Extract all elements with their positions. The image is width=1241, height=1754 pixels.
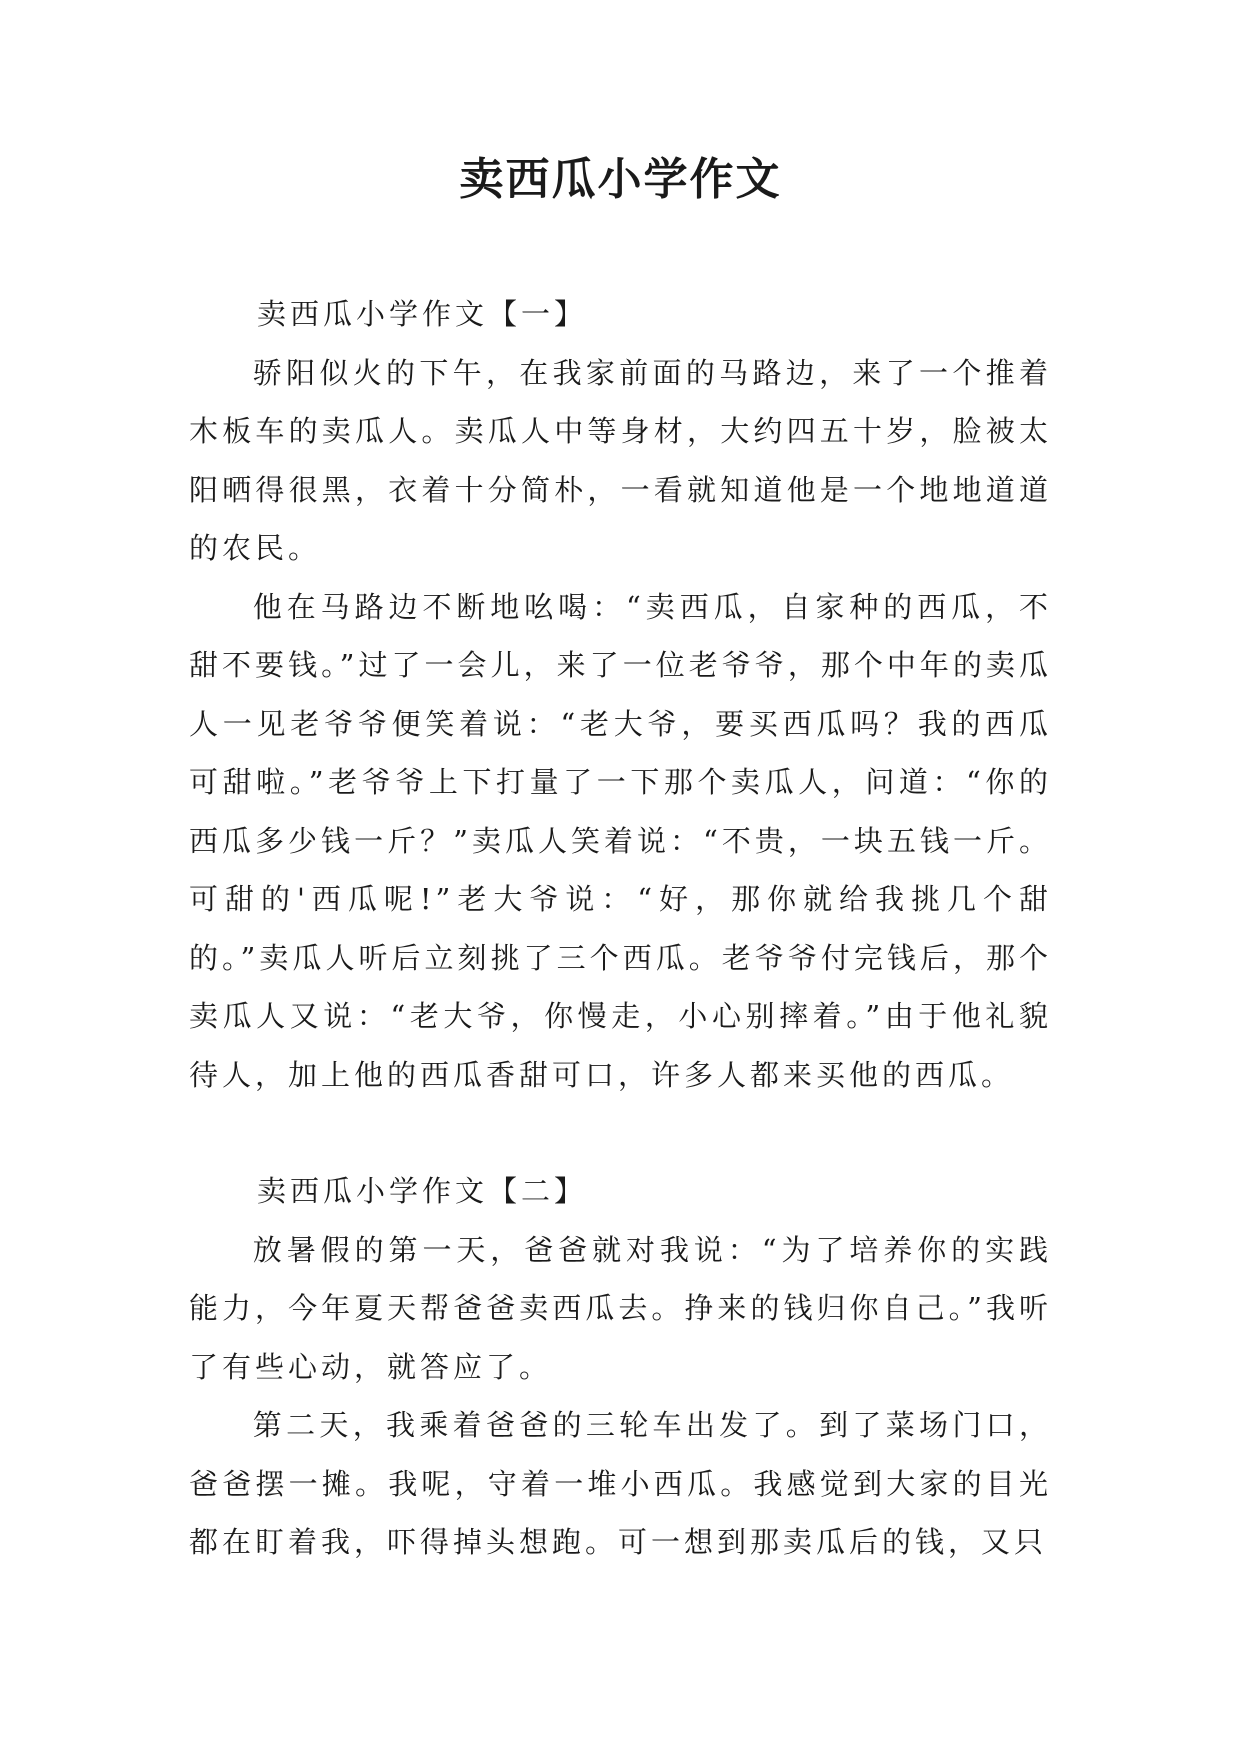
paragraph: 骄阳似火的下午，在我家前面的马路边，来了一个推着木板车的卖瓜人。卖瓜人中等身材，大约四五十岁，脸被太阳晒得很黑，衣着十分简朴，一看就知道他是一个地地道道的农民。 [189, 355, 1052, 565]
paragraph: 放暑假的第一天，爸爸就对我说：“为了培养你的实践能力，今年夏天帮爸爸卖西瓜去。挣来的钱归你自己。”我听了有些心动，就答应了。 [189, 1232, 1052, 1384]
paragraph: 第二天，我乘着爸爸的三轮车出发了。到了菜场门口，爸爸摆一摊。我呢，守着一堆小西瓜。我感觉到大家的目光都在盯着我，吓得掉头想跑。可一想到那卖瓜后的钱，又只 [189, 1408, 1052, 1559]
paragraph: 他在马路边不断地吆喝：“卖西瓜，自家种的西瓜，不甜不要钱。”过了一会儿，来了一位老爷爷，那个中年的卖瓜人一见老爷爷便笑着说：“老大爷，要买西瓜吗？我的西瓜可甜啦。”老爷爷上下打量了一下那个卖瓜人，问道：“你的西瓜多少钱一斤？”卖瓜人笑着说：“不贵，一块五钱一斤。可甜的'西瓜呢!”老大爷说：“好，那你就给我挑几个甜的。”卖瓜人听后立刻挑了三个西瓜。老爷爷付完钱后，那个卖瓜人又说：“老大爷，你慢走，小心别摔着。”由于他礼貌待人，加上他的西瓜香甜可口，许多人都来买他的西瓜。 [189, 589, 1052, 1092]
document-body [189, 285, 1052, 1572]
section-divider [189, 1104, 1052, 1162]
section-one [189, 285, 1052, 1104]
section-heading: 卖西瓜小学作文【二】 [257, 1174, 588, 1208]
section-two [189, 1162, 1052, 1572]
section-heading: 卖西瓜小学作文【一】 [257, 297, 588, 331]
document-title: 卖西瓜小学作文 [459, 154, 782, 205]
